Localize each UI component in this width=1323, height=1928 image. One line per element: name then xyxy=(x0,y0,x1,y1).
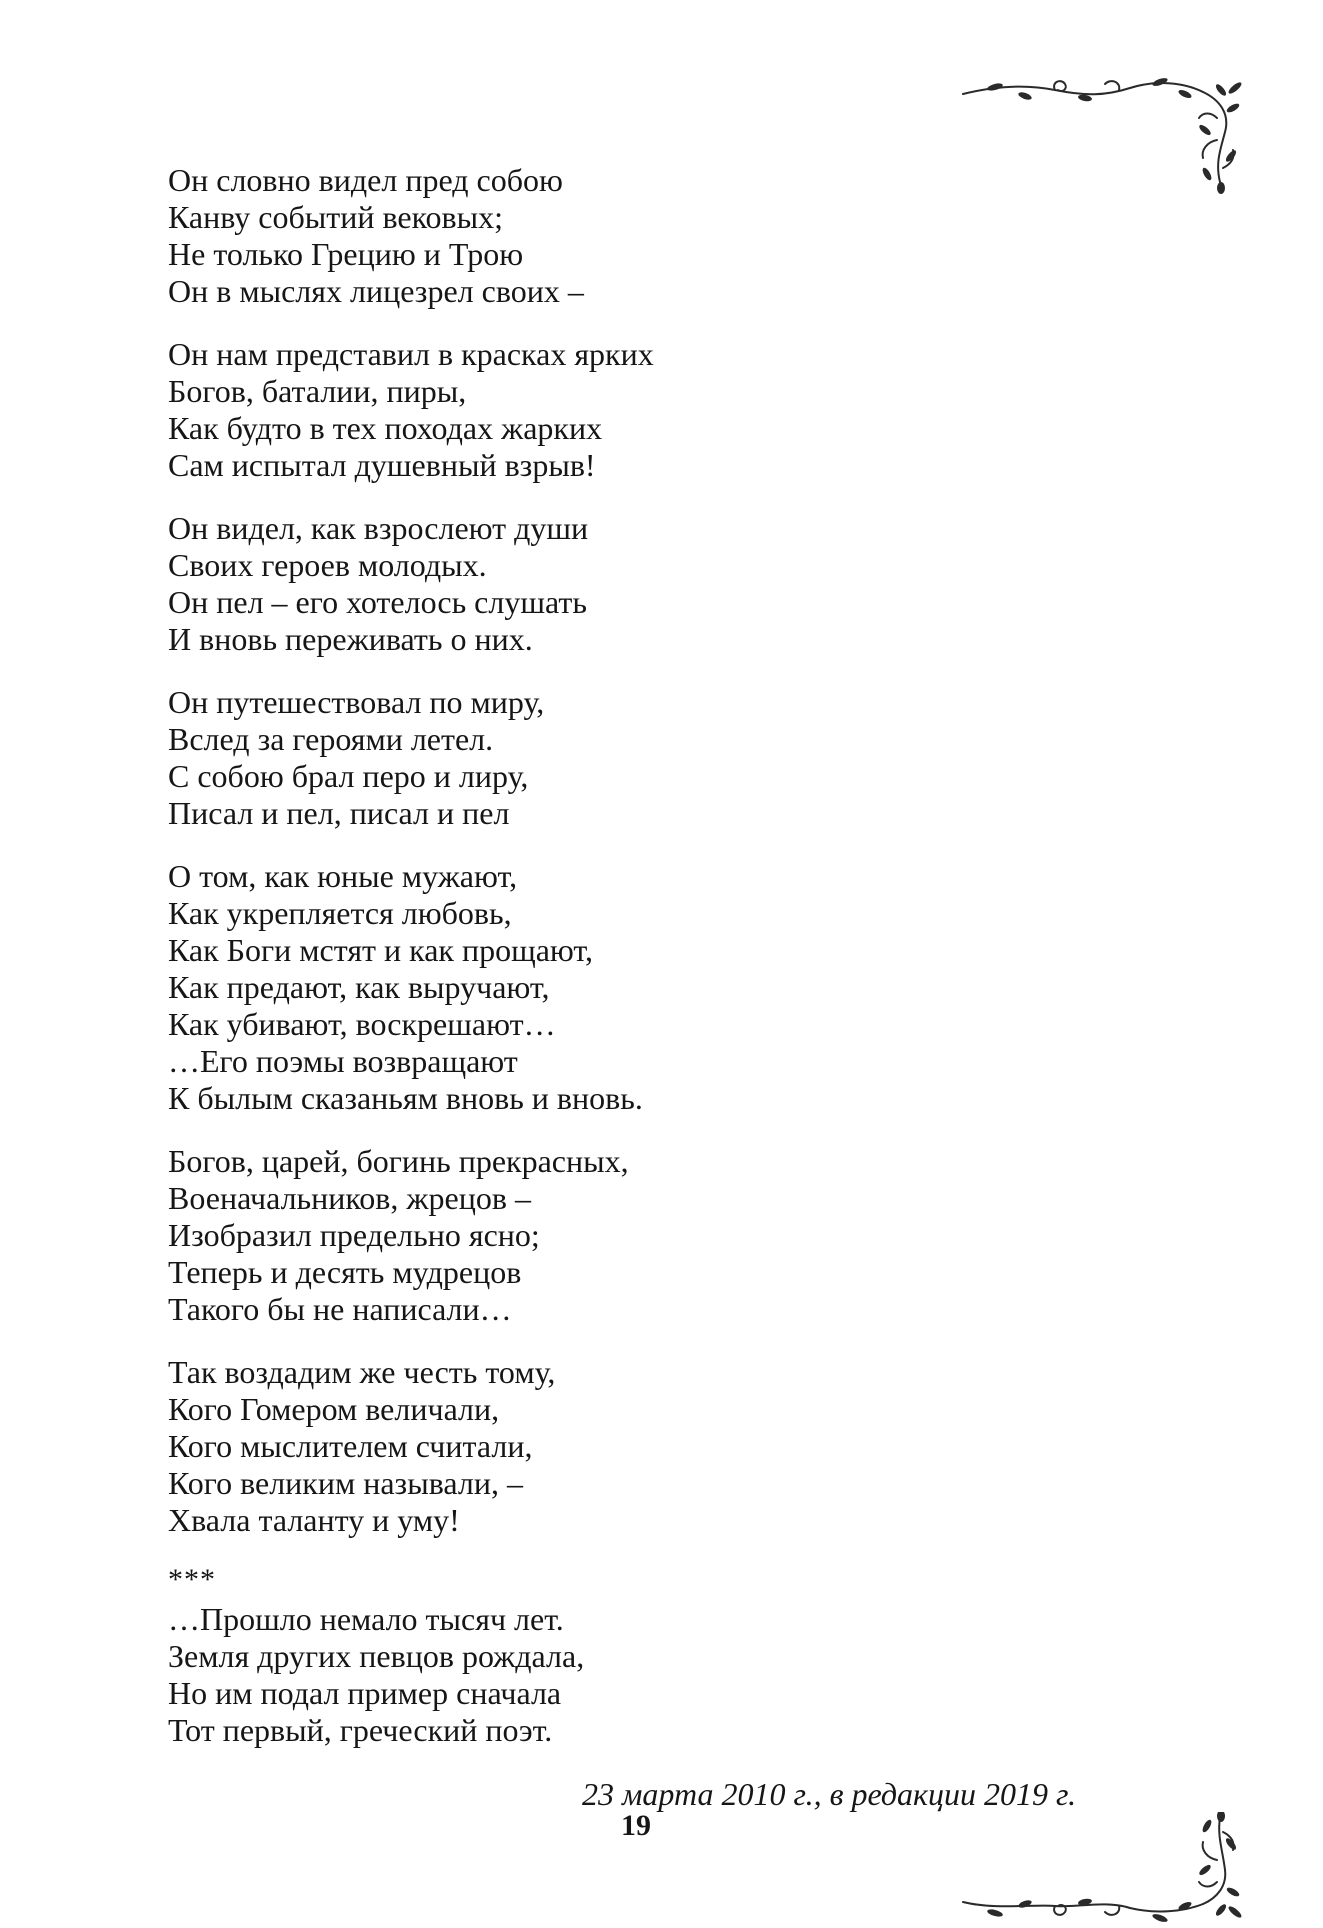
poem-line: Богов, царей, богинь прекрасных, xyxy=(168,1143,629,1179)
poem-line: И вновь переживать о них. xyxy=(168,621,533,657)
poem-line: Но им подал пример сначала xyxy=(168,1675,562,1711)
date-line: 23 марта 2010 г., в редакции 2019 г. xyxy=(582,1776,1077,1812)
poem-line: Он нам представил в красках ярких xyxy=(168,336,654,372)
poem-line: Он пел – его хотелось слушать xyxy=(168,584,587,620)
final-stanza xyxy=(168,1601,1068,1749)
poem-line: Хвала таланту и уму! xyxy=(168,1502,460,1538)
poem-line: Так воздадим же честь тому, xyxy=(168,1354,556,1390)
poem-line: Он словно видел пред собою xyxy=(168,162,563,198)
poem-line: Как предают, как выручают, xyxy=(168,969,550,1005)
stanza-3 xyxy=(168,510,1068,658)
poem-line: …Прошло немало тысяч лет. xyxy=(168,1601,564,1637)
poem xyxy=(168,162,1068,1775)
poem-line: С собою брал перо и лиру, xyxy=(168,758,529,794)
poem-line: Такого бы не написали… xyxy=(168,1291,512,1327)
stanza-7 xyxy=(168,1354,1068,1539)
poem-line: Своих героев молодых. xyxy=(168,547,487,583)
section-separator: *** xyxy=(168,1563,216,1596)
poem-line: Он видел, как взрослеют души xyxy=(168,510,589,546)
poem-line: Не только Грецию и Трою xyxy=(168,236,524,272)
poem-line: Теперь и десять мудрецов xyxy=(168,1254,522,1290)
stanza-4 xyxy=(168,684,1068,832)
poem-line: Кого великим называли, – xyxy=(168,1465,523,1501)
page-number: 19 xyxy=(621,1809,651,1842)
poem-line: Как будто в тех походах жарких xyxy=(168,410,603,446)
poem-line: Он путешествовал по миру, xyxy=(168,684,545,720)
floral-corner-bottom-icon xyxy=(955,1812,1250,1922)
stanza-5 xyxy=(168,858,1068,1117)
stanza-2 xyxy=(168,336,1068,484)
poem-line: Кого мыслителем считали, xyxy=(168,1428,533,1464)
stanza-1 xyxy=(168,162,1068,310)
poem-line: Как укрепляется любовь, xyxy=(168,895,512,931)
poem-line: Изобразил предельно ясно; xyxy=(168,1217,540,1253)
poem-line: Он в мыслях лицезрел своих – xyxy=(168,273,584,309)
poem-line: Писал и пел, писал и пел xyxy=(168,795,510,831)
poem-line: Тот первый, греческий поэт. xyxy=(168,1712,553,1748)
poem-line: Сам испытал душевный взрыв! xyxy=(168,447,596,483)
poem-line: Военачальников, жрецов – xyxy=(168,1180,531,1216)
poem-line: …Его поэмы возвращают xyxy=(168,1043,518,1079)
poem-line: Как Боги мстят и как прощают, xyxy=(168,932,593,968)
poem-line: Кого Гомером величали, xyxy=(168,1391,500,1427)
poem-line: К былым сказаньям вновь и вновь. xyxy=(168,1080,643,1116)
poem-line: Вслед за героями летел. xyxy=(168,721,494,757)
stanza-6 xyxy=(168,1143,1068,1328)
poem-line: Как убивают, воскрешают… xyxy=(168,1006,556,1042)
poem-line: Богов, баталии, пиры, xyxy=(168,373,467,409)
poem-line: О том, как юные мужают, xyxy=(168,858,518,894)
poem-line: Земля других певцов рождала, xyxy=(168,1638,585,1674)
poem-line: Канву событий вековых; xyxy=(168,199,504,235)
